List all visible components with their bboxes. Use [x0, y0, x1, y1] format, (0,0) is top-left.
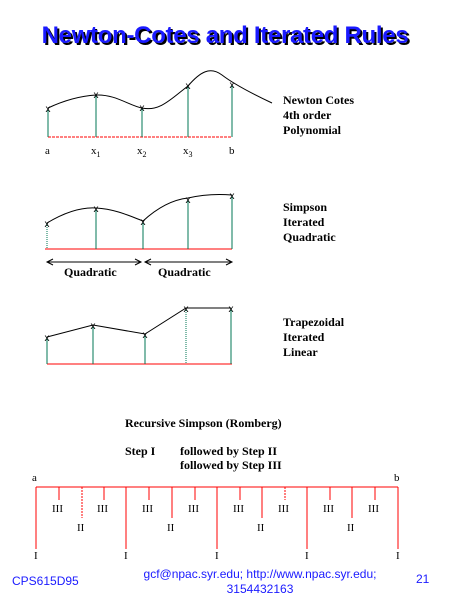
svg-text:x: x	[142, 330, 148, 341]
romberg-heading: Recursive Simpson (Romberg)	[125, 416, 282, 430]
footer-page-number: 21	[416, 572, 430, 586]
interval-label: Quadratic	[158, 265, 211, 279]
svg-text:x: x	[185, 195, 191, 206]
contact-line: gcf@npac.syr.edu; http://www.npac.syr.edu;	[143, 567, 377, 581]
sample-points	[45, 191, 235, 230]
label-line: Quadratic	[283, 230, 336, 244]
axis-label-x1: $x_1$	[91, 145, 101, 160]
svg-text:x: x	[229, 80, 235, 91]
mark-step1: I	[215, 550, 219, 562]
mark-step1: I	[396, 550, 400, 562]
label-line: 4th order	[283, 108, 332, 122]
svg-text:x: x	[140, 217, 146, 228]
step-three-label: followed by Step III	[180, 458, 282, 472]
mark-step2: II	[167, 522, 175, 534]
mark-step3: III	[323, 503, 334, 515]
mark-step1: I	[34, 550, 38, 562]
step-two-label: followed by Step II	[180, 444, 278, 458]
sample-points	[45, 304, 234, 344]
axis-label-a: a	[45, 145, 50, 157]
svg-text:x: x	[44, 333, 50, 344]
trapezoidal-label	[283, 315, 344, 360]
label-line: Linear	[283, 345, 318, 359]
page-title: Newton-Cotes and Iterated Rules	[41, 22, 409, 49]
svg-text:x: x	[229, 191, 235, 202]
mark-step2: II	[77, 522, 85, 534]
romberg-scale	[36, 487, 398, 549]
polynomial-curve	[48, 71, 272, 109]
svg-text:x: x	[139, 103, 145, 114]
mark-step3: III	[142, 503, 153, 515]
interval-label: Quadratic	[64, 265, 117, 279]
svg-text:x: x	[44, 219, 50, 230]
sample-points	[46, 80, 235, 115]
mark-step2: II	[347, 522, 355, 534]
mark-step3: III	[188, 503, 199, 515]
svg-text:x: x	[93, 204, 99, 215]
step-one-label: Step I	[125, 444, 156, 458]
mark-step2: II	[257, 522, 265, 534]
label-line: Iterated	[283, 330, 325, 344]
mark-step3: III	[368, 503, 379, 515]
panel-trapezoidal	[45, 304, 234, 364]
footer-contact	[118, 567, 402, 597]
newton-cotes-label	[283, 93, 354, 138]
label-line: Newton Cotes	[283, 93, 354, 107]
mark-step3: III	[97, 503, 108, 515]
svg-text:x: x	[185, 81, 191, 92]
axis-label-b: b	[229, 145, 235, 157]
footer-course-id: CPS615D95	[12, 574, 79, 588]
label-line: Iterated	[283, 215, 325, 229]
contact-line: 3154432163	[226, 582, 294, 596]
svg-text:x: x	[93, 90, 99, 101]
romberg-end-a: a	[32, 472, 37, 484]
linear-segments	[47, 308, 231, 337]
mark-step1: I	[305, 550, 309, 562]
romberg-end-b: b	[394, 472, 400, 484]
mark-step3: III	[278, 503, 289, 515]
mark-step3: III	[233, 503, 244, 515]
label-line: Trapezoidal	[283, 315, 345, 329]
svg-text:x: x	[228, 304, 234, 315]
panel-simpson	[45, 191, 235, 265]
svg-text:x: x	[183, 304, 189, 315]
quadratic-curve	[47, 194, 232, 223]
label-line: Polynomial	[283, 123, 342, 137]
mark-step3: III	[52, 503, 63, 515]
axis-label-x2: $x_2$	[137, 145, 147, 160]
svg-text:x: x	[45, 104, 51, 115]
mark-step1: I	[124, 550, 128, 562]
svg-text:x: x	[90, 321, 96, 332]
label-line: Simpson	[283, 200, 328, 214]
panel-newton-cotes	[46, 71, 273, 137]
simpson-label	[283, 200, 336, 245]
axis-label-x3: $x_3$	[183, 145, 193, 160]
